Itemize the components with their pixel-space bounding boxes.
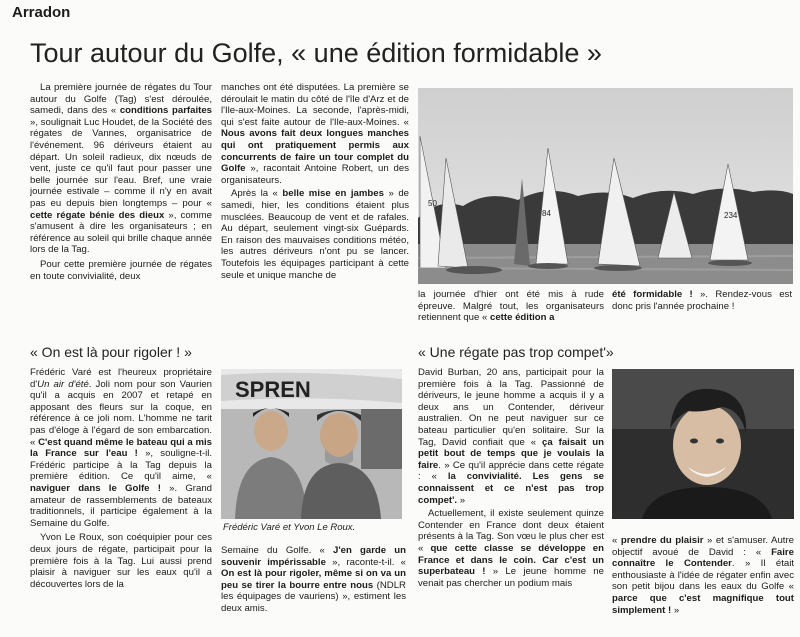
paragraph: été formidable ! ». Rendez-vous est donc pris l'année prochaine ! xyxy=(612,289,792,312)
article-column-c xyxy=(418,367,604,635)
sail-number: 84 xyxy=(542,209,551,218)
paragraph: Après la « belle mise en jambes » de samedi, hier, les conditions étaient plus musclées. Beaucoup de vent et de rafales. Au départ, seulement vingt-six Guépards. En raison des mauvaises conditions météo, les autres dériveurs n'ont pu se lancer. Toutefois les équipages participant à cette seule et unique manche de xyxy=(221,188,409,281)
paragraph: Frédéric Varé est l'heureux propriétaire d'Un air d'été. Joli nom pour son Vaurien qu'il a acquis en 2007 et retapé en apposant des fleurs sur la coque, en référence à ce joli nom. L'homme ne tarit pas d'éloge à l'égard de son embarcation. « C'est quand même le bateau qui a mis la France sur l'eau ! », souligne-t-il. Frédéric participe à la Tag depuis la première édition. Ce qu'il aime, « naviguer dans le Golfe ! ». Grand amateur de rassemblements de bateaux traditionnels, il participe également à la Semaine du Golfe. xyxy=(30,367,212,529)
article-column-b xyxy=(221,545,406,635)
paragraph: manches ont été disputées. La première se déroulait le matin du côté de l'île d'Arz et de l'Ile-aux-Moines. La seconde, l'après-midi, qui s'est faite autour de l'Ile-aux-Moines. « Nous avons fait deux longues manches qui ont pratiquement permis aux concurrents de faire un tour complet du Golfe », racontait Antoine Robert, un des organisateurs. xyxy=(221,82,409,186)
paragraph: David Burban, 20 ans, participait pour la première fois à la Tag. Passionné de dériveurs, le jeune homme a acquis il y a deux ans un Contender, dériveur australien. On ne peut naviguer sur ce bateau particulier qu'en solitaire. Sur la Tag, David confiait que « ça faisait un petit bout de temps que je voulais la faire. » Ce qu'il apprécie dans cette régate : « la convivialité. Les gens se connaissent et ce n'est pas trop compet'. » xyxy=(418,367,604,506)
article-column-4 xyxy=(612,289,792,335)
paragraph: « prendre du plaisir » et s'amuser. Autre objectif avoué de David : « Faire connaître le Contender. » Il était enthousiaste à l'idée de régater enfin avec son petit bijou dans les eaux du Golfe « parce que c'est magnifique tout simplement ! » xyxy=(612,535,794,616)
article-column-2 xyxy=(221,82,409,337)
paragraph: la journée d'hier ont été mis à rude épreuve. Malgré tout, les organisateurs retiennent que « cette édition a xyxy=(418,289,604,324)
photo-caption: Frédéric Varé et Yvon Le Roux. xyxy=(223,522,356,533)
article-column-1 xyxy=(30,82,212,332)
sailing-regatta-photo xyxy=(418,88,793,284)
sail-number: 234 xyxy=(724,211,738,220)
headline: Tour autour du Golfe, « une édition formidable » xyxy=(30,38,602,68)
paragraph: Actuellement, il existe seulement quinze Contender en France dont deux étaient présents à la Tag. Son vœu le plus cher est « que cette classe se développe en France et dans le coin. Car c'est un superbateau ! » Le jeune homme ne venait pas chercher un podium mais xyxy=(418,508,604,589)
article-column-a xyxy=(30,367,212,635)
section-header: Arradon xyxy=(12,4,71,21)
paragraph: Pour cette première journée de régates en toute convivialité, deux xyxy=(30,258,212,282)
banner-text: SPREN xyxy=(235,377,311,402)
paragraph: La première journée de régates du Tour autour du Golfe (Tag) s'est déroulée, samedi, dans des « conditions parfaites », soulignait Luc Houdet, de la Société des régates de Vannes, organisatrice de l'événement. 96 dériveurs étaient au départ. Un soleil radieux, dix nœuds de vent, juste ce qu'il faut pour passer une belle journée sur l'eau. Bref, une vraie journée estivale – comme il n'y en avait pas eu depuis bien longtemps – pour « cette régate bénie des dieux », comme s'amusent à dire les organisateurs ; en référence au soleil qui brille chaque année lors de la Tag. xyxy=(30,82,212,256)
subheading-rigoler: « On est là pour rigoler ! » xyxy=(30,344,192,360)
sail-number: 50 xyxy=(428,199,437,208)
duo-portrait-photo xyxy=(221,369,402,519)
article-column-3 xyxy=(418,289,604,335)
portrait-photo xyxy=(612,369,794,519)
paragraph: Yvon Le Roux, son coéquipier pour ces deux jours de régate, participait pour la première fois à la Tag. Lui aussi prend plaisir à naviguer sur les eaux qu'il a découvertes lors de la xyxy=(30,532,212,590)
paragraph: Semaine du Golfe. « J'en garde un souvenir impérissable », raconte-t-il. « On est là pour rigoler, même si on va un peu se tirer la bourre entre nous (NDLR les équipages de vauriens) », estiment les deux amis. xyxy=(221,545,406,614)
subheading-regate: « Une régate pas trop compet'» xyxy=(418,344,614,360)
article-column-d xyxy=(612,535,794,635)
